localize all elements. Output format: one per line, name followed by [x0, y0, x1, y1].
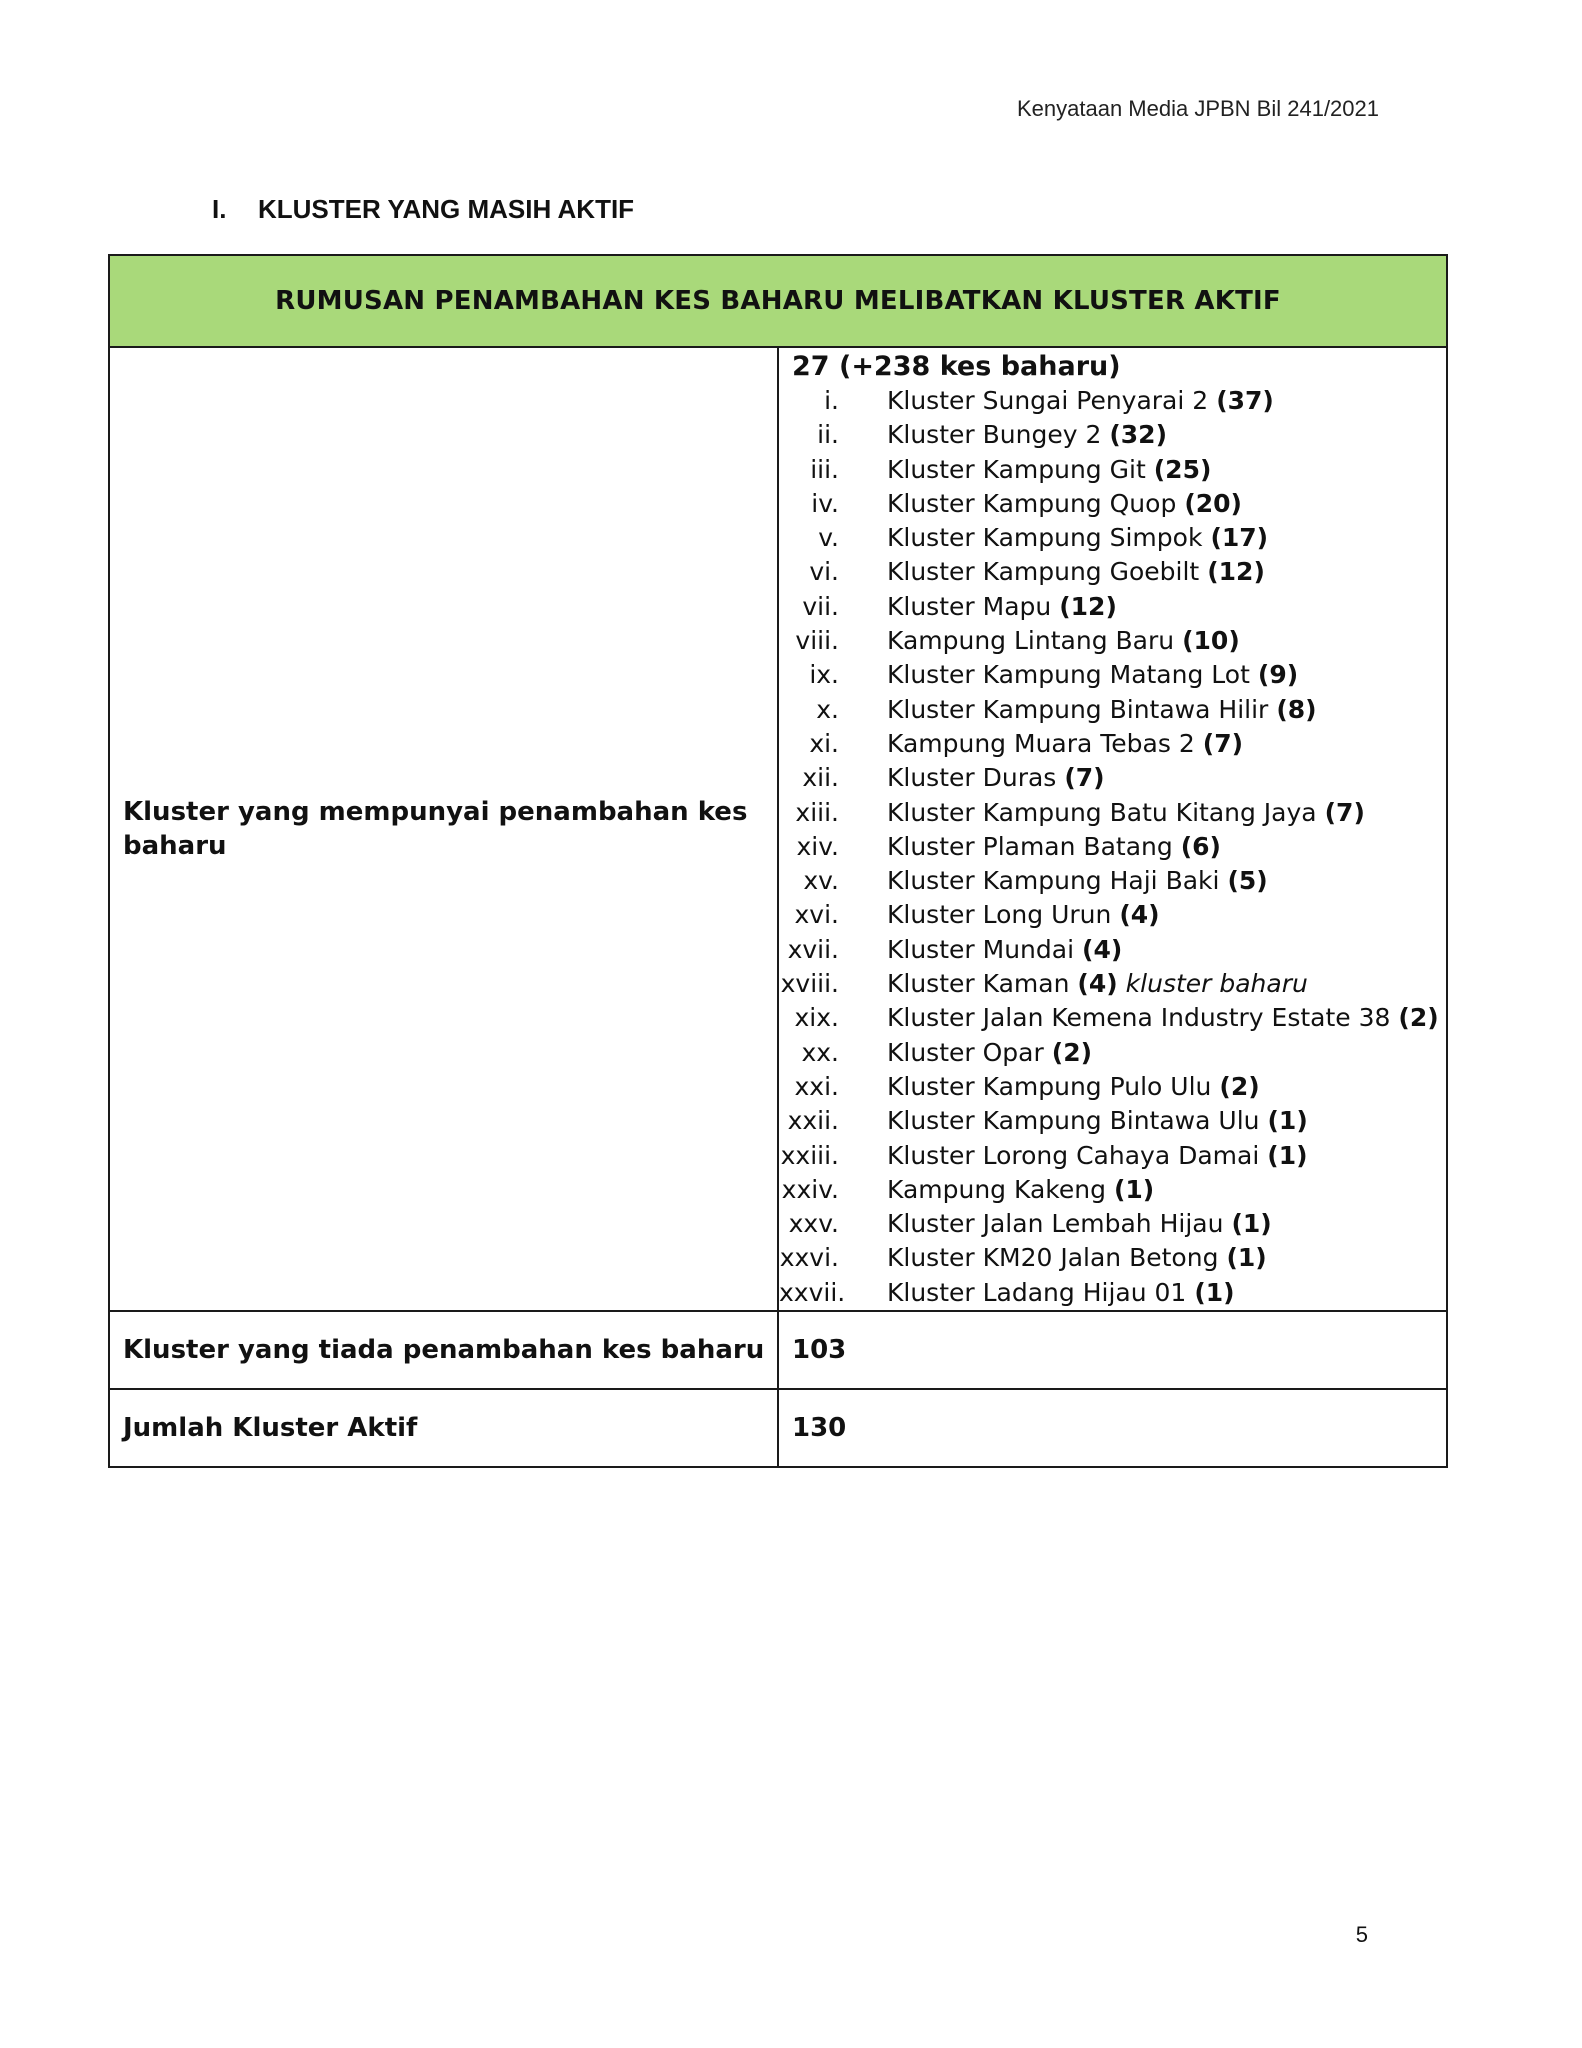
list-item — [779, 590, 1446, 624]
list-item — [779, 1036, 1446, 1070]
cluster-name: Kluster Jalan Lembah Hijau — [887, 1209, 1224, 1239]
list-item — [779, 1104, 1446, 1138]
cluster-case-count: (1) — [1194, 1277, 1235, 1307]
cluster-name: Kluster Kampung Quop — [887, 488, 1177, 518]
cluster-case-count: (1) — [1267, 1140, 1308, 1170]
page-number: 5 — [1355, 1922, 1368, 1947]
list-item-numeral: xxv. — [788, 1209, 839, 1239]
list-item-numeral: xi. — [809, 728, 839, 758]
cluster-name: Kluster Kampung Goebilt — [887, 557, 1200, 587]
table-row-no-new-cases — [109, 1311, 1447, 1389]
list-item — [779, 555, 1446, 589]
cluster-name: Kluster Kampung Haji Baki — [887, 866, 1220, 896]
cluster-name: Kluster Kaman — [887, 969, 1070, 999]
list-item-numeral: iv. — [811, 488, 839, 518]
list-item — [779, 1139, 1446, 1173]
list-item-numeral: xx. — [801, 1037, 839, 1067]
cluster-case-count: (10) — [1182, 626, 1240, 656]
list-item-numeral: xviii. — [780, 969, 839, 999]
cluster-case-count: (4) — [1077, 969, 1118, 999]
list-item — [779, 1241, 1446, 1275]
list-item — [779, 830, 1446, 864]
list-item-numeral: vii. — [802, 591, 839, 621]
cluster-name: Kluster Kampung Git — [887, 454, 1146, 484]
list-item-numeral: xiv. — [796, 831, 839, 861]
cluster-case-count: (7) — [1202, 728, 1244, 758]
list-item — [779, 624, 1446, 658]
cluster-name: Kluster Long Urun — [887, 900, 1112, 930]
list-item-numeral: viii. — [795, 626, 839, 656]
list-item — [779, 1070, 1446, 1104]
cluster-name: Kluster KM20 Jalan Betong — [887, 1243, 1219, 1273]
list-item-numeral: x. — [816, 694, 839, 724]
active-cluster-summary-table — [108, 254, 1448, 1468]
list-item-numeral: xxiv. — [781, 1174, 839, 1204]
cluster-case-count: (1) — [1113, 1174, 1155, 1204]
cluster-case-count: (12) — [1059, 591, 1117, 621]
document-reference: Kenyataan Media JPBN Bil 241/2021 — [1016, 96, 1379, 121]
list-item-numeral: xxvii. — [779, 1277, 846, 1307]
cluster-name: Kluster Opar — [887, 1037, 1044, 1067]
list-item-numeral: iii. — [810, 454, 839, 484]
cluster-name: Kluster Jalan Kemena Industry Estate 38 — [887, 1003, 1391, 1033]
list-item-numeral: xv. — [803, 866, 839, 896]
cluster-case-count: (1) — [1231, 1209, 1272, 1239]
list-item — [779, 487, 1446, 521]
cluster-case-count: (8) — [1276, 694, 1317, 724]
list-item-numeral: xxii. — [787, 1106, 839, 1136]
cluster-case-count: (2) — [1051, 1037, 1093, 1067]
cluster-case-count: (2) — [1398, 1003, 1439, 1033]
cluster-case-count: (20) — [1184, 488, 1242, 518]
list-item — [779, 967, 1446, 1001]
cluster-case-count: (4) — [1119, 900, 1160, 930]
row-label-no-new-cases: Kluster yang tiada penambahan kes baharu — [109, 1311, 778, 1389]
cluster-name: Kluster Kampung Matang Lot — [887, 660, 1250, 690]
cluster-case-count: (2) — [1219, 1071, 1260, 1101]
list-item — [779, 1276, 1446, 1310]
cluster-case-count: (7) — [1324, 797, 1365, 827]
list-item — [779, 727, 1446, 761]
row-label-new-cases: Kluster yang mempunyai penambahan kes baharu — [109, 347, 778, 1311]
table-row-total-active — [109, 1389, 1447, 1467]
list-item — [779, 418, 1446, 452]
table-row-new-cases — [109, 347, 1447, 1311]
cluster-case-count: (25) — [1153, 454, 1212, 484]
cluster-case-count: (32) — [1109, 420, 1168, 450]
cluster-case-count: (9) — [1257, 660, 1299, 690]
cluster-list — [779, 384, 1446, 1310]
list-item-numeral: xxi. — [794, 1071, 839, 1101]
cluster-case-count: (12) — [1207, 557, 1265, 587]
cluster-name: Kluster Kampung Bintawa Hilir — [887, 694, 1269, 724]
cluster-name: Kluster Kampung Simpok — [887, 523, 1203, 553]
table-header-row — [109, 255, 1447, 347]
cluster-name: Kluster Sungai Penyarai 2 — [887, 386, 1209, 415]
section-numeral: I. — [212, 194, 227, 224]
list-item-numeral: v. — [818, 523, 839, 553]
list-item-numeral: xix. — [794, 1003, 839, 1033]
section-heading — [212, 194, 634, 225]
cluster-name: Kampung Kakeng — [887, 1174, 1106, 1204]
cluster-case-count: (1) — [1267, 1106, 1308, 1136]
list-item-numeral: xxvi. — [779, 1243, 839, 1273]
cluster-name: Kampung Lintang Baru — [887, 626, 1175, 656]
list-item-numeral: xxiii. — [780, 1140, 839, 1170]
cluster-name: Kluster Kampung Bintawa Ulu — [887, 1106, 1260, 1136]
cluster-name: Kluster Mundai — [887, 934, 1075, 964]
list-item — [779, 761, 1446, 795]
list-item-numeral: xii. — [802, 763, 839, 793]
row-value-no-new-cases: 103 — [778, 1311, 1447, 1389]
cluster-note: kluster baharu — [1125, 969, 1308, 999]
list-item — [779, 693, 1446, 727]
list-item — [779, 864, 1446, 898]
list-item — [779, 1207, 1446, 1241]
cluster-name: Kluster Kampung Batu Kitang Jaya — [887, 797, 1317, 827]
cluster-case-count: (1) — [1226, 1243, 1267, 1273]
list-item-numeral: xiii. — [795, 797, 839, 827]
list-item — [779, 796, 1446, 830]
cluster-case-count: (6) — [1180, 831, 1221, 861]
cluster-case-count: (17) — [1210, 523, 1269, 553]
cluster-name: Kluster Plaman Batang — [887, 831, 1173, 861]
section-title: KLUSTER YANG MASIH AKTIF — [258, 194, 635, 224]
row-label-total-active: Jumlah Kluster Aktif — [109, 1389, 778, 1467]
list-item — [779, 898, 1446, 932]
cluster-name: Kluster Bungey 2 — [887, 420, 1102, 450]
list-item-numeral: vi. — [809, 557, 839, 587]
list-item — [779, 1173, 1446, 1207]
list-item — [779, 658, 1446, 692]
cluster-name: Kluster Mapu — [887, 591, 1052, 621]
cluster-case-count: (7) — [1064, 763, 1105, 793]
cluster-name: Kluster Ladang Hijau 01 — [887, 1277, 1187, 1307]
list-item — [779, 521, 1446, 555]
cluster-name: Kluster Lorong Cahaya Damai — [887, 1140, 1260, 1170]
row-value-total-active: 130 — [778, 1389, 1447, 1467]
list-item-numeral: i. — [824, 386, 839, 415]
cluster-list-cell — [778, 347, 1447, 1311]
cluster-name: Kluster Kampung Pulo Ulu — [887, 1071, 1212, 1101]
table-header: RUMUSAN PENAMBAHAN KES BAHARU MELIBATKAN KLUSTER AKTIF — [109, 255, 1447, 347]
cluster-case-count: (4) — [1082, 934, 1123, 964]
list-item-numeral: ii. — [817, 420, 839, 450]
list-item — [779, 384, 1446, 418]
list-item-numeral: ix. — [809, 660, 839, 690]
list-item-numeral: xvii. — [787, 934, 839, 964]
cluster-case-count: (5) — [1227, 866, 1268, 896]
list-item — [779, 933, 1446, 967]
list-item — [779, 1001, 1446, 1035]
cluster-name: Kluster Duras — [887, 763, 1057, 793]
cluster-case-count: (37) — [1216, 386, 1274, 415]
new-cases-total: 27 (+238 kes baharu) — [792, 351, 1121, 382]
cluster-name: Kampung Muara Tebas 2 — [887, 728, 1195, 758]
list-item-numeral: xvi. — [794, 900, 839, 930]
list-item — [779, 453, 1446, 487]
